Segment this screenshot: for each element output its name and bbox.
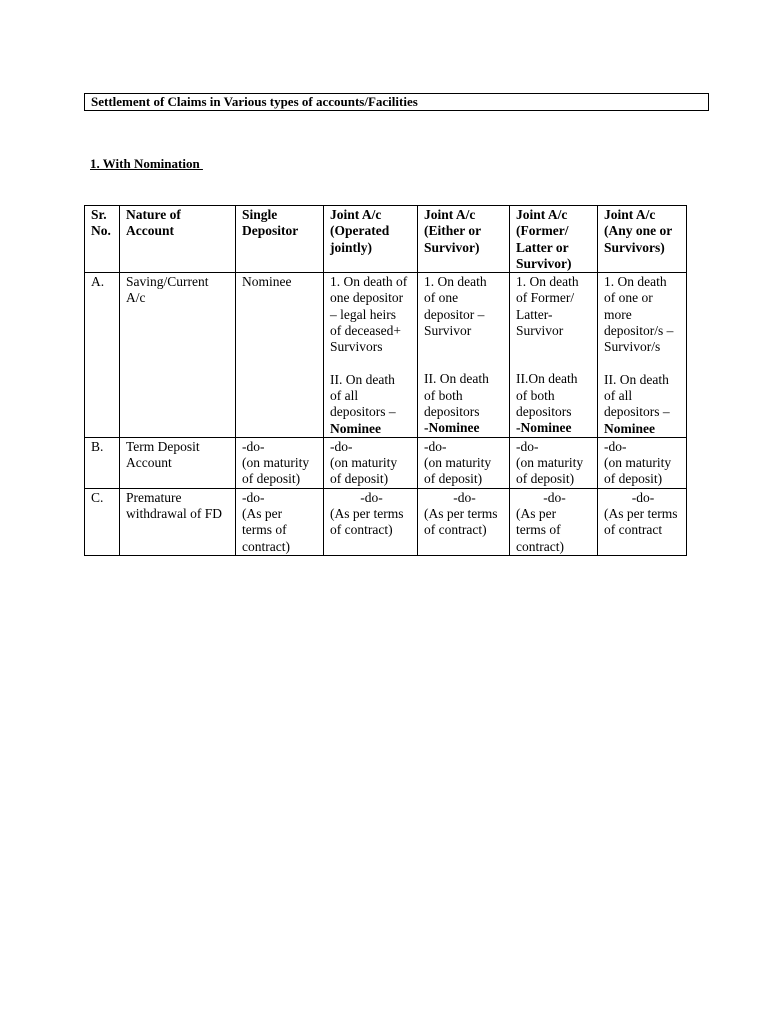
header-line: Single (242, 207, 278, 222)
header-joint-any (598, 206, 687, 273)
cell-text: (As per terms (330, 506, 404, 522)
header-line: (Former/ (516, 223, 569, 239)
spacer (330, 356, 413, 372)
row-a-joint-any (598, 273, 687, 438)
header-line: Account (126, 223, 174, 239)
cell-text: Saving/Current (126, 274, 209, 290)
cell-text: Latter- (516, 306, 553, 322)
cell-text: (on maturity (330, 455, 398, 471)
cell-text: (As per (516, 506, 557, 522)
cell-text: depositors – (604, 404, 670, 420)
cell-text: C. (91, 489, 104, 505)
cell-text: A/c (126, 290, 146, 306)
cell-text-bold: -Nominee (516, 420, 572, 436)
cell-text: of deceased+ (330, 323, 401, 339)
cell-text: II.On death (516, 371, 578, 387)
row-c-joint-former (510, 488, 598, 555)
cell-text: -do- (516, 438, 539, 454)
table-row-c (85, 488, 687, 555)
cell-text: one depositor (330, 290, 404, 306)
cell-text: of all (604, 387, 633, 403)
cell-text: of deposit) (424, 471, 483, 487)
cell-text: (on maturity (424, 455, 492, 471)
header-line: Joint A/c (330, 207, 382, 222)
row-b-joint-either (418, 437, 510, 488)
spacer (424, 339, 505, 355)
cell-text: of both (424, 387, 463, 403)
cell-text: of deposit) (604, 471, 663, 487)
spacer (516, 339, 593, 355)
spacer (604, 356, 682, 372)
header-line: (Any one or (604, 223, 673, 239)
cell-text: of deposit) (516, 471, 575, 487)
cell-text: Account (126, 455, 172, 471)
cell-text: (on maturity (242, 455, 310, 471)
row-b-nature (120, 437, 236, 488)
header-line: Nature of (126, 207, 181, 222)
cell-text: Survivor (516, 323, 564, 339)
cell-text: of contract (604, 522, 663, 538)
cell-text: – legal heirs (330, 306, 396, 322)
cell-text: -do- (242, 438, 265, 454)
cell-text: of deposit) (330, 471, 389, 487)
row-b-single (236, 437, 324, 488)
section-heading: 1. With Nomination (90, 156, 203, 171)
header-line: Joint A/c (516, 207, 568, 222)
cell-text: 1. On death (604, 274, 667, 290)
cell-text: -do- (242, 489, 265, 505)
row-a-single (236, 273, 324, 438)
cell-text: terms of (242, 522, 287, 538)
cell-text: -do- (604, 438, 627, 454)
cell-text: II. On death (330, 371, 395, 387)
cell-text: -do- (543, 489, 566, 505)
cell-text: contract) (242, 538, 290, 554)
header-line: Sr. (91, 207, 107, 222)
claims-table (84, 205, 687, 556)
header-sr-no (85, 206, 120, 273)
cell-text: (As per terms (424, 506, 498, 522)
header-line: Survivors) (604, 239, 665, 255)
cell-text: (on maturity (604, 455, 672, 471)
header-joint-former (510, 206, 598, 273)
row-a-sr (85, 273, 120, 438)
cell-text: Nominee (242, 274, 292, 290)
cell-text: (As per terms (604, 506, 678, 522)
row-b-joint-operated (324, 437, 418, 488)
row-b-joint-former (510, 437, 598, 488)
cell-text: II. On death (604, 371, 669, 387)
cell-text: depositors – (330, 404, 396, 420)
row-c-nature (120, 488, 236, 555)
cell-text: of deposit) (242, 471, 301, 487)
spacer (424, 355, 505, 371)
cell-text: -do- (330, 438, 353, 454)
header-line: jointly) (330, 239, 372, 255)
cell-text: 1. On death of (330, 274, 408, 290)
row-a-joint-either (418, 273, 510, 438)
row-a-nature (120, 273, 236, 438)
header-nature-of-account (120, 206, 236, 273)
cell-text: of all (330, 387, 359, 403)
document-title: Settlement of Claims in Various types of accounts/Facilities (84, 93, 709, 111)
header-line: (Either or (424, 223, 482, 239)
row-c-sr (85, 488, 120, 555)
cell-text: contract) (516, 538, 564, 554)
row-c-single (236, 488, 324, 555)
cell-text: terms of (516, 522, 561, 538)
row-c-joint-operated (324, 488, 418, 555)
header-line: Latter or (516, 239, 569, 255)
cell-text: more (604, 306, 632, 322)
cell-text: depositor/s – (604, 323, 674, 339)
cell-text: A. (91, 274, 105, 290)
cell-text: depositors (424, 403, 480, 419)
cell-text: depositor – (424, 306, 485, 322)
cell-text: Term Deposit (126, 438, 200, 454)
cell-text: -do- (631, 489, 655, 505)
cell-text-bold: Nominee (604, 420, 655, 436)
header-joint-operated (324, 206, 418, 273)
header-line: Survivor) (516, 255, 572, 271)
header-line: Survivor) (424, 239, 480, 255)
row-b-joint-any (598, 437, 687, 488)
row-c-joint-either (418, 488, 510, 555)
cell-text: (As per (242, 506, 283, 522)
header-line: (Operated (330, 223, 390, 239)
header-line: No. (91, 223, 111, 239)
cell-text: Survivor/s (604, 339, 661, 355)
cell-text: -do- (424, 438, 447, 454)
table-row-b (85, 437, 687, 488)
table-row-a (85, 273, 687, 438)
cell-text: of Former/ (516, 290, 575, 306)
header-line: Depositor (242, 223, 299, 239)
cell-text: Survivor (424, 323, 472, 339)
row-a-joint-operated (324, 273, 418, 438)
cell-text: II. On death (424, 371, 489, 387)
row-b-sr (85, 437, 120, 488)
cell-text-bold: -Nominee (424, 420, 480, 436)
cell-text: withdrawal of FD (126, 506, 222, 522)
header-line: Joint A/c (604, 207, 656, 222)
row-c-joint-any (598, 488, 687, 555)
cell-text: Survivors (330, 339, 383, 355)
cell-text: of contract) (424, 522, 487, 538)
cell-text: -do- (360, 489, 383, 505)
cell-text: -do- (453, 489, 476, 505)
row-a-joint-former (510, 273, 598, 438)
table-header-row (85, 206, 687, 273)
header-line: Joint A/c (424, 207, 476, 222)
cell-text: of one (424, 290, 459, 306)
cell-text: (on maturity (516, 455, 584, 471)
cell-text: 1. On death (424, 274, 487, 290)
cell-text: depositors (516, 403, 572, 419)
cell-text: of contract) (330, 522, 393, 538)
cell-text: 1. On death (516, 274, 579, 290)
header-joint-either (418, 206, 510, 273)
cell-text: Premature (126, 489, 182, 505)
cell-text: of one or (604, 290, 653, 306)
cell-text: B. (91, 438, 104, 454)
cell-text-bold: Nominee (330, 420, 381, 436)
spacer (516, 355, 593, 371)
cell-text: of both (516, 387, 555, 403)
header-single-depositor (236, 206, 324, 273)
